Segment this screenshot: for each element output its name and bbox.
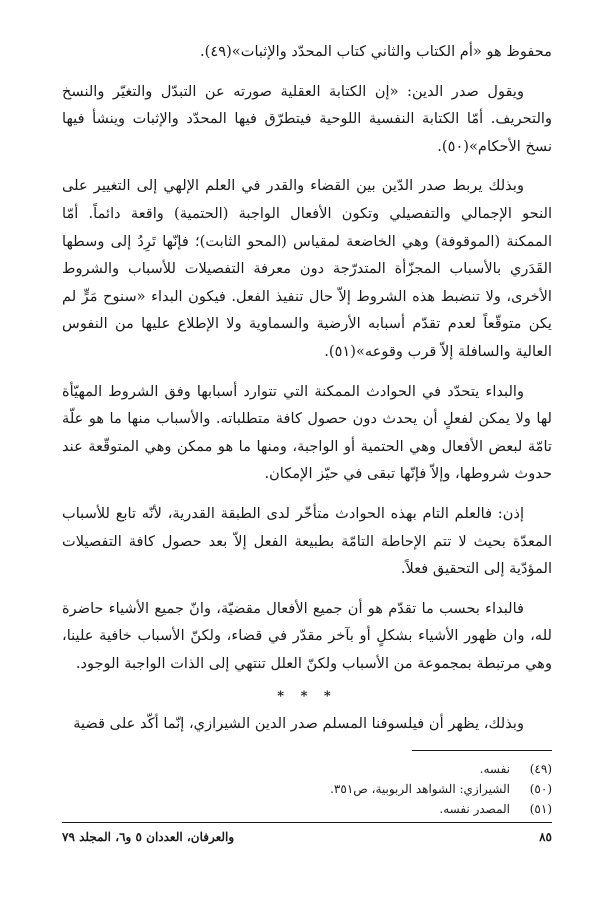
footnote-text: نفسه. [479, 762, 510, 777]
paragraph-2: ويقول صدر الدين: «إن الكتابة العقلية صورته عن التبدّل والتغيّر والنسخ والتحريف. أمّا الكتابة النفسية اللوحية فيتطرّق فيها المحدّد والإثبات وينشأ فيها نسخ الأحكام»(٥٠). [62, 82, 552, 155]
paragraph-6: فالبداء بحسب ما تقدّم هو أن جميع الأفعال مقضيّة، وانّ جميع الأشياء حاضرة لله، وان ظهور الأشياء بشكلٍ أو بآخر مقدّر في قضاء، ولكنّ الأسباب خافية علينا، وهي مرتبطة بمجموعة من الأسباب ولكنّ العلل تنتهي إلى الذات الواجبة الوجود. [62, 599, 552, 672]
page-number: ٨٥ [539, 830, 552, 844]
page-footer [62, 826, 552, 848]
journal-citation: والعرفان، العددان ٥ و٦، المجلد ٧٩ [62, 830, 235, 844]
page-body [62, 38, 552, 868]
paragraph-3: وبذلك يربط صدر الدّين بين القضاء والقدر في العلم الإلهي إلى التغيير على النحو الإجمالي والتفصيلي وتكون الأفعال الواجبة (الحتمية) واقعة دائماً. أمّا الممكنة (الموقوفة) وهي الخاضعة لمقياس (المحو الثابت)؛ فإنّها تَرِدُ إلى وسطها القَدَري بالأسباب المجزّأة المتدرّجة دون معرفة التفصيلات للأسباب والشروط الأخرى، ولا تنضبط هذه الشروط إلاّ حال تنفيذ الفعل. فيكون البداء «سنوح مَرٍّ لم يكن متوقّعاً لعدم تقدّم أسبابه الأرضية والسماوية ولا الإطلاع عليها من النفوس العالية والسافلة إلاّ قرب وقوعه»(٥١). [62, 177, 552, 360]
footnote-49 [62, 759, 552, 779]
paragraph-7: وبذلك، يظهر أن فيلسوفنا المسلم صدر الدين الشيرازي، إنّما أكّد على قضية [73, 715, 524, 733]
paragraph-1: محفوظ هو «أم الكتاب والثاني كتاب المحدّد والإثبات»(٤٩). [200, 43, 552, 60]
footer-divider [62, 822, 552, 823]
footnote-text: المصدر نفسه. [439, 802, 510, 817]
footnote-number: (٤٩) [529, 762, 552, 777]
footnote-text: الشيرازي: الشواهد الربوبية، ص٣٥١. [330, 782, 510, 797]
footnotes [62, 759, 552, 819]
footnote-divider [412, 750, 552, 751]
footnote-51 [62, 799, 552, 819]
footnote-number: (٥٠) [529, 782, 552, 797]
paragraph-5: إذن: فالعلم التام بهذه الحوادث متأخّر لدى الطبقة القدرية، لأنّه تابع للأسباب المعدّة بحيث لا تتم الإحاطة التامّة بطبيعة الفعل إلاّ بعد حصول كافة التفصيلات المؤدّية إلى التحقيق فعلاً. [62, 504, 552, 578]
paragraph-4: والبداء يتحدّد في الحوادث الممكنة التي تتوارد أسبابها وفق الشروط المهيّأة لها ولا يمكن لفعلٍ أن يحدث دون حصول كافة متطلباته. والأسباب منها ما هو علّة تامّة لبعض الأفعال وهي الحتمية أو الواجبة، ومنها ما هو ممكن وهي المتوقّعة عند حدوث شروطها، وإلاّ فإنّها تبقى في حيّز الإمكان. [62, 382, 552, 483]
section-separator: * * * [277, 689, 337, 705]
footnote-number: (٥١) [529, 802, 552, 817]
footnote-50 [62, 779, 552, 799]
